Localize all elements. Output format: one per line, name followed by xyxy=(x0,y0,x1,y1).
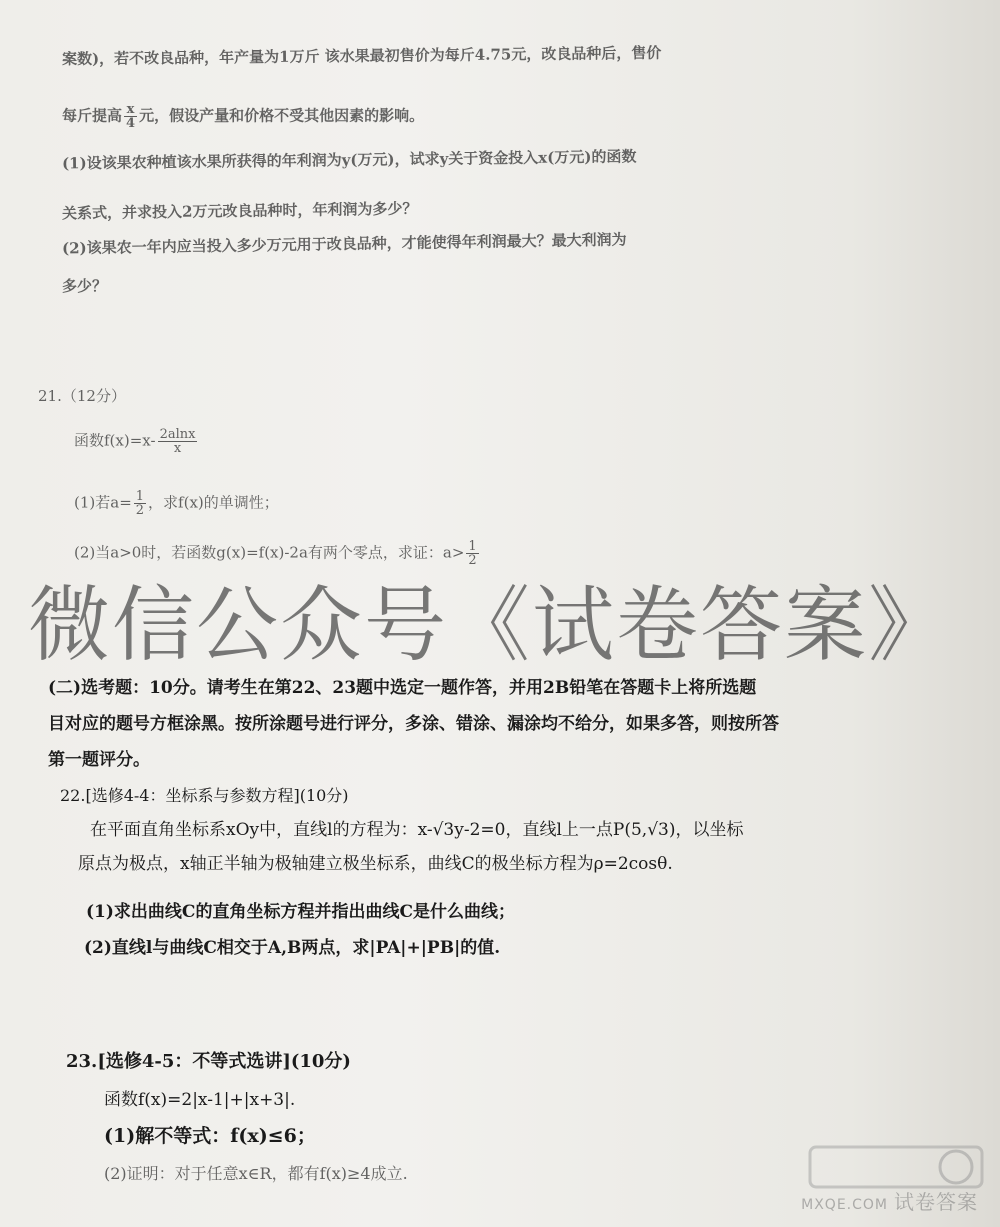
q20-frac-den: 4 xyxy=(126,116,136,131)
q21-part2-prefix: (2)当a>0时，若函数g(x)=f(x)-2a有两个零点，求证：a> xyxy=(74,543,465,562)
q22-line1: 在平面直角坐标系xOy中，直线l的方程为：x-√3y-2=0，直线l上一点P(5,√3)，以坐标 xyxy=(90,820,744,840)
q20-line6: 多少？ xyxy=(62,277,108,295)
q21-part2-frac-num: 1 xyxy=(468,539,477,554)
q20-line4: 关系式，并求投入2万元改良品种时，年利润为多少？ xyxy=(61,199,418,223)
q21-func-frac-den: x xyxy=(173,441,182,456)
optional-instruction-line2: 目对应的题号方框涂黑。按所涂题号进行评分，多涂、错涂、漏涂均不给分，如果多答，则按所答 xyxy=(48,714,779,734)
q22-header: 22.[选修4-4：坐标系与参数方程](10分) xyxy=(60,786,349,805)
q23-header: 23.[选修4-5：不等式选讲](10分) xyxy=(66,1051,351,1072)
q23-part2: (2)证明：对于任意x∈R，都有f(x)≥4成立. xyxy=(104,1164,408,1183)
corner-site-label: MXQE.COM xyxy=(801,1197,888,1213)
q21-func-frac-num: 2alnx xyxy=(159,427,196,442)
q21-part2-frac-den: 2 xyxy=(468,553,477,568)
optional-instruction-line3: 第一题评分。 xyxy=(48,750,150,770)
q22-part1: (1)求出曲线C的直角坐标方程并指出曲线C是什么曲线； xyxy=(86,902,515,922)
q20-line3: (1)设该果农种植该水果所获得的年利润为y(万元)，试求y关于资金投入x(万元)的函数 xyxy=(61,147,637,173)
q21-func-prefix: 函数f(x)=x- xyxy=(74,431,156,450)
q21-func-fraction xyxy=(158,428,198,455)
q21-part1-prefix: (1)若a= xyxy=(74,493,132,512)
corner-watermark-text xyxy=(801,1186,978,1215)
q22-line2: 原点为极点，x轴正半轴为极轴建立极坐标系，曲线C的极坐标方程为ρ=2cosθ. xyxy=(78,854,673,874)
q23-function: 函数f(x)=2|x-1|+|x+3|. xyxy=(104,1090,296,1110)
q20-line1: 案数)，若不改良品种，年产量为1万斤 该水果最初售价为每斤4.75元，改良品种后，售价 xyxy=(61,43,662,69)
q21-part1-frac-den: 2 xyxy=(135,503,145,518)
wechat-watermark: 微信公众号《试卷答案》 xyxy=(28,578,953,673)
q20-line2-suffix: 元，假设产量和价格不受其他因素的影响。 xyxy=(139,106,425,125)
q21-function xyxy=(74,428,199,455)
corner-title-label: 试卷答案 xyxy=(894,1190,978,1214)
q21-part1 xyxy=(74,490,279,517)
q20-line2-prefix: 每斤提高 xyxy=(62,106,123,125)
q23-part1: (1)解不等式：f(x)≤6； xyxy=(104,1125,316,1147)
q22-part2: (2)直线l与曲线C相交于A,B两点，求|PA|+|PB|的值. xyxy=(84,938,501,958)
optional-instruction-line1: (二)选考题：10分。请考生在第22、23题中选定一题作答，并用2B铅笔在答题卡上将所选题 xyxy=(48,678,757,698)
q21-part1-suffix: ，求f(x)的单调性； xyxy=(148,493,279,512)
q20-line2 xyxy=(62,103,424,130)
q20-line5: (2)该果农一年内应当投入多少万元用于改良品种，才能使得年利润最大？最大利润为 xyxy=(61,230,627,258)
q21-part1-frac-num: 1 xyxy=(135,489,145,504)
q20-fraction xyxy=(124,103,137,130)
q21-header: 21.（12分） xyxy=(38,387,126,405)
q20-frac-num: x xyxy=(124,103,137,117)
q21-part1-fraction xyxy=(134,490,146,517)
